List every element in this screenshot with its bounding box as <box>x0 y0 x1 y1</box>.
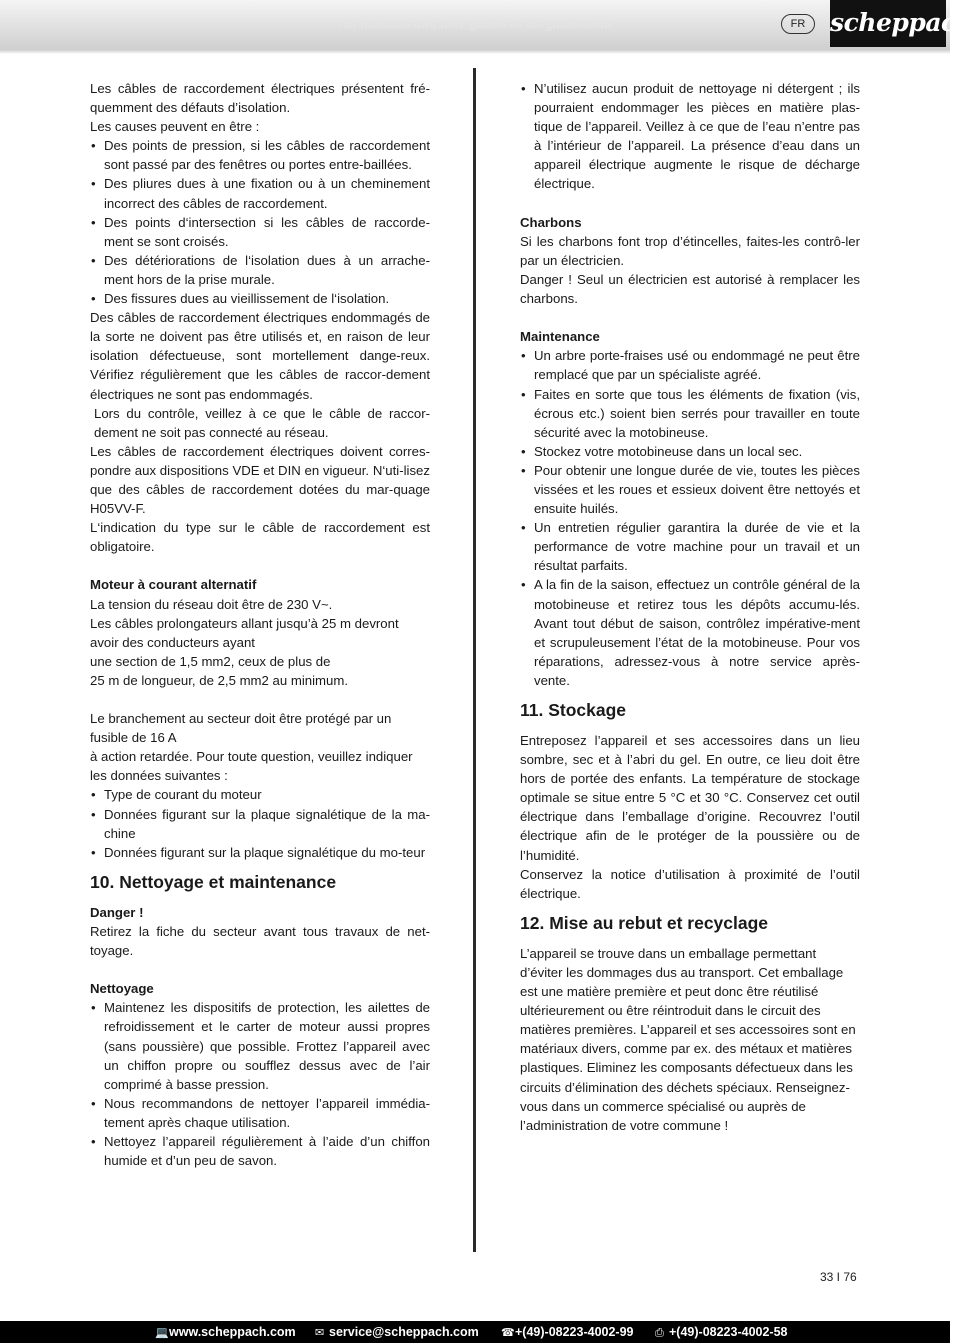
phone-text: +(49)-08223-4002-99 <box>515 1325 634 1339</box>
mail-icon: ✉ <box>315 1327 325 1339</box>
fuse-text-2: à action retardée. Pour toute question, veuillez indiquer les données suivantes : <box>90 749 413 784</box>
page-footer <box>0 1321 950 1343</box>
list-item: • A la fin de la saison, effectuez un contrôle général de la motobineuse et retirez tous les dépôts accumu-lés. Avant tout début de saison, contrôlez impérative-ment et scrupuleusement l’état de la motobineuse. Pour vos réparations, adressez-vous à notre service après-vente. <box>520 575 860 690</box>
cleaning-list <box>90 998 430 1170</box>
list-item: • Des détériorations de l‘isolation dues à un arrache-ment hors de la prise murale. <box>90 251 430 289</box>
list-item: • Des points d‘intersection si les câbles de raccorde-ment se sont croisés. <box>90 213 430 251</box>
page-number: 33 I 76 <box>820 1270 857 1284</box>
list-item: • Des fissures dues au vieillissement de l‘isolation. <box>90 289 430 308</box>
list-item: • Maintenez les dispositifs de protection, les ailettes de refroidissement et le carter de moteur aussi propres (sans poussière) que possible. Frottez l’appareil avec un chiffon propre ou soufflez dessus avec de l’air comprimé à basse pression. <box>90 998 430 1093</box>
maintenance-list <box>520 346 860 690</box>
computer-icon: 💻 <box>155 1327 169 1339</box>
brushes-text-2: Danger ! Seul un électricien est autorisé à remplacer les charbons. <box>520 271 860 307</box>
list-item: • N’utilisez aucun produit de nettoyage ni détergent ; ils pourraient endommager les pièces en matière plas-tique de l’appareil. Veillez à ce que de l’eau n’entre pas à l’intérieur de l’appareil. La présence d’eau dans un appareil électrique augmente le risque de décharge électrique. <box>520 79 860 194</box>
page-header <box>0 0 973 50</box>
motor-heading: Moteur à courant alternatif <box>90 577 257 593</box>
control-text: Lors du contrôle, veillez à ce que le câble de raccor-dement ne soit pas connecté au réseau. <box>94 405 430 440</box>
motor-text-1: La tension du réseau doit être de 230 V~. <box>90 596 333 612</box>
fuse-list <box>90 785 430 861</box>
footer-fax <box>655 1321 788 1344</box>
list-item: • Type de courant du moteur <box>90 785 430 804</box>
list-item: • Nous recommandons de nettoyer l’appareil immédia-tement après chaque utilisation. <box>90 1094 430 1132</box>
section-11-title: 11. Stockage <box>520 700 627 720</box>
list-item: • Un entretien régulier garantira la durée de vie et la performance de votre machine pour un travail et un résultat parfaits. <box>520 518 860 575</box>
cleaning-heading: Nettoyage <box>90 981 154 997</box>
website-text: www.scheppach.com <box>169 1325 296 1339</box>
list-item: • Pour obtenir une longue durée de vie, toutes les pièces vissées et les roues et essieux doivent être nettoyés et ensuite huilés. <box>520 461 860 518</box>
list-item: • Faites en sorte que tous les éléments de fixation (vis, écrous etc.) soient bien serrés pour travailler en toute sécurité avec la motobineuse. <box>520 385 860 442</box>
intro-text: Les câbles de raccordement électriques présentent fré-quemment des défauts d’isolation. <box>90 81 430 116</box>
phone-icon: ☎ <box>501 1327 515 1339</box>
fax-text: +(49)-08223-4002-58 <box>669 1325 788 1339</box>
type-text: L‘indication du type sur le câble de raccordement est obligatoire. <box>90 520 430 555</box>
list-item: • Données figurant sur la plaque signalétique du mo-teur <box>90 843 430 862</box>
watermark: All manuals and user guides at all-guides.com <box>338 17 612 32</box>
footer-phone <box>501 1321 634 1344</box>
damaged-cables-text: Des câbles de raccordement électriques endommagés de la sorte ne doivent pas être utilisés et, en raison de leur isolation défectueuse, sont mortellement dange-reux. Vérifiez régulièrement que les câbles de raccor-dement électriques ne sont pas endommagés. <box>90 310 430 402</box>
list-item: • Stockez votre motobineuse dans un local sec. <box>520 442 860 461</box>
maintenance-heading: Maintenance <box>520 329 600 345</box>
email-text: service@scheppach.com <box>329 1325 479 1339</box>
section-12-title: 12. Mise au rebut et recyclage <box>520 912 769 933</box>
causes-intro: Les causes peuvent en être : <box>90 119 260 135</box>
section-10-title: 10. Nettoyage et maintenance <box>90 871 337 892</box>
column-divider <box>473 68 476 1252</box>
brushes-text-1: Si les charbons font trop d’étincelles, faites-les contrô-ler par un électricien. <box>520 233 860 268</box>
list-item: • Un arbre porte-fraises usé ou endommagé ne peut être remplacé que par un spécialiste agréé. <box>520 346 860 384</box>
causes-list <box>90 136 430 308</box>
list-item: • Nettoyez l’appareil régulièrement à l’aide d’un chiffon humide et d’un peu de savon. <box>90 1132 430 1170</box>
danger-text: Retirez la fiche du secteur avant tous travaux de net-toyage. <box>90 923 430 959</box>
right-column <box>520 79 860 1135</box>
footer-website[interactable] <box>155 1321 296 1344</box>
left-column <box>90 79 430 1170</box>
cleaning-list-continued <box>520 79 860 194</box>
brushes-heading: Charbons <box>520 214 582 230</box>
storage-text-2: Conservez la notice d’utilisation à proximité de l’outil électrique. <box>520 866 860 901</box>
vde-text: Les câbles de raccordement électriques doivent corres-pondre aux dispositions VDE et DIN en vigueur. N‘uti-lisez que des câbles de raccordement dotées du mar-quage H05VV-F. <box>90 443 430 517</box>
recycling-text: L’appareil se trouve dans un emballage permettant d’éviter les dommages dus au transport. Cet emballage est une matière première et peut donc être réutilisé ultérieurement ou être réintroduit dans le circuit des matières premières. L’appareil et ses accessoires sont en matériaux divers, comme par ex. des métaux et matières plastiques. Eliminez les composants défectueux dans les circuits d’élimination des déchets spéciaux. Renseignez-vous dans un commerce spécialisé ou auprès de l’administration de votre commune ! <box>520 945 856 1133</box>
motor-text-2: Les câbles prolongateurs allant jusqu’à 25 m devront avoir des conducteurs ayant <box>90 615 399 650</box>
fuse-text-1: Le branchement au secteur doit être protégé par un fusible de 16 A <box>90 711 392 746</box>
list-item: • Des pliures dues à une fixation ou à un cheminement incorrect des câbles de raccordement. <box>90 174 430 212</box>
fax-icon: ⎙ <box>655 1327 664 1339</box>
motor-text-4: 25 m de longueur, de 2,5 mm2 au minimum. <box>90 672 349 688</box>
footer-email[interactable] <box>315 1321 479 1344</box>
storage-text-1: Entreposez l’appareil et ses accessoires dans un lieu sombre, sec et à l’abri du gel. En outre, ce lieu doit être hors de portée des enfants. La température de stockage optimale se situe entre 5 °C et 30 °C. Conservez cet outil électrique dans l’emballage d’origine. Recouvrez l’outil électrique afin de le protéger de la poussière ou de l’humidité. <box>520 733 860 863</box>
brand-logo: scheppach <box>830 0 946 47</box>
language-badge: FR <box>781 14 815 34</box>
list-item: • Données figurant sur la plaque signalétique de la ma-chine <box>90 805 430 843</box>
motor-text-3: une section de 1,5 mm2, ceux de plus de <box>90 653 331 669</box>
danger-heading: Danger ! <box>90 904 144 920</box>
list-item: • Des points de pression, si les câbles de raccordement sont passé par des fenêtres ou portes entre-baillées. <box>90 136 430 174</box>
